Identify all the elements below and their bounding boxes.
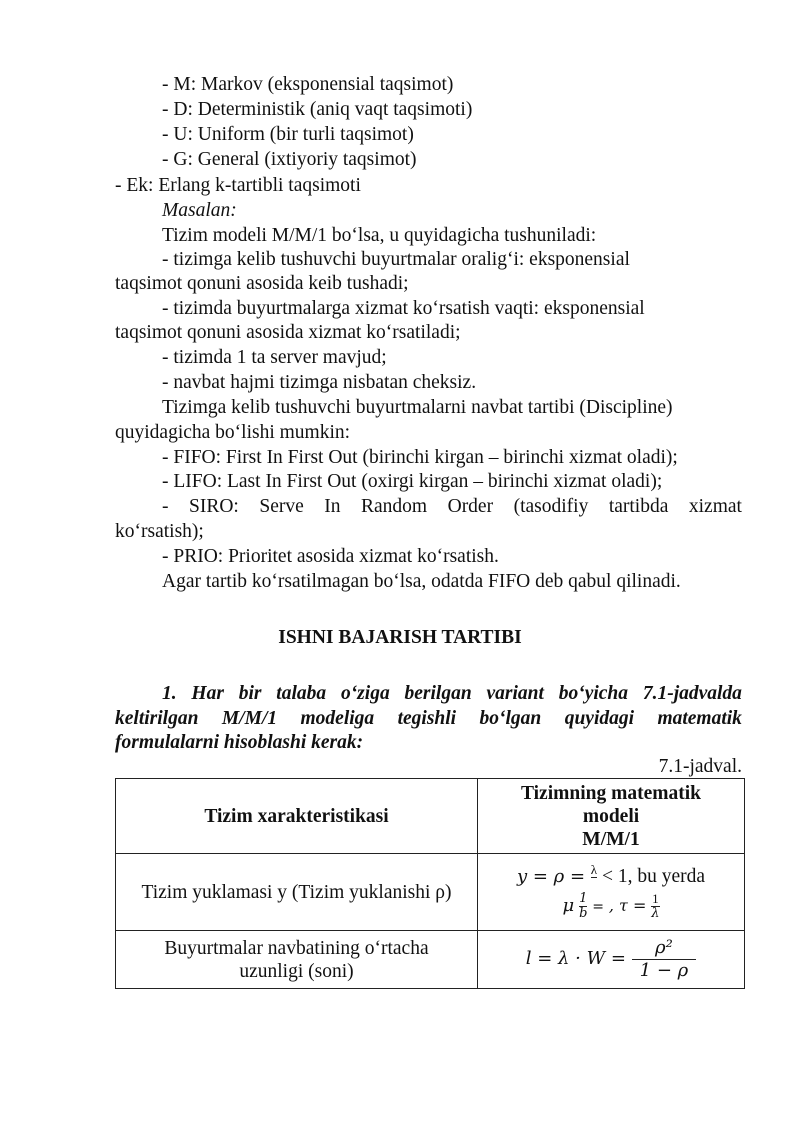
formula-lhs: l = λ · W = <box>525 947 632 969</box>
word: matematik <box>657 708 742 729</box>
formula-table <box>115 778 745 989</box>
word: o‘ziga <box>340 683 390 704</box>
text-line: quyidagicha bo‘lishi mumkin: <box>115 422 351 443</box>
row-formula-queue-length <box>478 931 745 989</box>
text-line-example: Masalan: <box>162 200 237 221</box>
word: bir <box>238 683 262 704</box>
section-heading: ISHNI BAJARISH TARTIBI <box>278 627 522 648</box>
fraction-numerator: 1 <box>652 891 659 906</box>
fraction-denominator: 1 − ρ <box>632 959 697 982</box>
text-line: - U: Uniform (bir turli taqsimot) <box>162 124 414 145</box>
row-formula-load <box>478 854 745 931</box>
task-line-2 <box>115 707 742 731</box>
word: In <box>324 496 341 517</box>
header-model-line: Tizimning matematik <box>520 782 701 804</box>
text-line: Tizimga kelib tushuvchi buyurtmalarni navbat tartibi (Discipline) <box>162 397 673 418</box>
word: keltirilgan <box>115 708 199 729</box>
text-line: - PRIO: Prioritet asosida xizmat ko‘rsatish. <box>162 546 499 567</box>
word: modeliga <box>300 708 375 729</box>
text-line: Agar tartib ko‘rsatilmagan bo‘lsa, odatda FIFO deb qabul qilinadi. <box>162 571 681 592</box>
row-characteristic: Tizim yuklamasi y (Tizim yuklanishi ρ) <box>116 854 478 931</box>
text-line: - G: General (ixtiyoriy taqsimot) <box>162 149 417 170</box>
word: M/M/1 <box>221 708 278 729</box>
fraction <box>632 937 697 982</box>
text-line: - tizimda buyurtmalarga xizmat ko‘rsatish vaqti: eksponensial <box>162 298 645 319</box>
fraction <box>579 892 587 921</box>
header-model <box>478 779 745 854</box>
word: (tasodifiy <box>513 496 589 517</box>
fraction-numerator: λ <box>590 862 598 877</box>
text-line: - navbat hajmi tizimga nisbatan cheksiz. <box>162 372 477 393</box>
word: 1. <box>162 683 177 704</box>
text-line: ko‘rsatish); <box>115 521 204 542</box>
text-line-siro <box>162 495 742 519</box>
formula-condition: < 1, bu yerda <box>601 865 706 887</box>
table-header-row <box>116 779 745 854</box>
word: tegishli <box>397 708 457 729</box>
tau-symbol: , τ = <box>608 895 647 915</box>
word: xizmat <box>688 496 742 517</box>
fraction-numerator: 1 <box>579 891 588 906</box>
mu-symbol: μ <box>562 894 575 916</box>
word: tartibda <box>608 496 669 517</box>
header-characteristic: Tizim xarakteristikasi <box>116 779 478 854</box>
text-line: - FIFO: First In First Out (birinchi kirgan – birinchi xizmat oladi); <box>162 447 678 468</box>
text-line: taqsimot qonuni asosida xizmat ko‘rsatiladi; <box>115 322 461 343</box>
word: Serve <box>259 496 304 517</box>
row-characteristic-line: uzunligi (soni) <box>239 960 354 982</box>
header-model-line: M/M/1 <box>582 828 640 850</box>
text-line: taqsimot qonuni asosida keib tushadi; <box>115 273 409 294</box>
word: Random <box>361 496 428 517</box>
word: Order <box>447 496 494 517</box>
word: - <box>162 496 169 517</box>
row-characteristic-line: Buyurtmalar navbatining o‘rtacha <box>164 937 429 959</box>
fraction-denominator: λ <box>651 906 660 921</box>
word: variant <box>486 683 544 704</box>
formula-lhs: y = ρ = <box>516 865 591 887</box>
word: bo‘lgan <box>479 708 542 729</box>
fraction-denominator: b <box>579 906 588 921</box>
table-row <box>116 931 745 989</box>
table-caption: 7.1-jadval. <box>658 756 742 777</box>
header-model-line: modeli <box>582 805 640 827</box>
text-line: - tizimda 1 ta server mavjud; <box>162 347 387 368</box>
word: Har <box>191 683 224 704</box>
fraction-denominator <box>591 877 597 892</box>
word: bo‘yicha <box>558 683 629 704</box>
text-line: - LIFO: Last In First Out (oxirgi kirgan – birinchi xizmat oladi); <box>162 471 663 492</box>
fraction-numerator: ρ² <box>655 937 673 958</box>
word: quyidagi <box>564 708 635 729</box>
word: 7.1-jadvalda <box>642 683 742 704</box>
task-line-1 <box>162 682 742 706</box>
word: talaba <box>276 683 327 704</box>
text-line: - Ek: Erlang k-tartibli taqsimoti <box>115 175 361 196</box>
text-line: - M: Markov (eksponensial taqsimot) <box>162 74 454 95</box>
fraction <box>591 863 597 892</box>
word: berilgan <box>404 683 472 704</box>
text-line: - D: Deterministik (aniq vaqt taqsimoti) <box>162 99 473 120</box>
word: SIRO: <box>189 496 239 517</box>
text-line: Tizim modeli M/M/1 bo‘lsa, u quyidagicha tushuniladi: <box>162 225 597 246</box>
text-line: - tizimga kelib tushuvchi buyurtmalar oralig‘i: eksponensial <box>162 249 630 270</box>
row-characteristic <box>116 931 478 989</box>
task-line-3: formulalarni hisoblashi kerak: <box>115 732 364 753</box>
equals-sign: = <box>592 898 604 915</box>
table-row <box>116 854 745 931</box>
fraction <box>651 892 659 921</box>
